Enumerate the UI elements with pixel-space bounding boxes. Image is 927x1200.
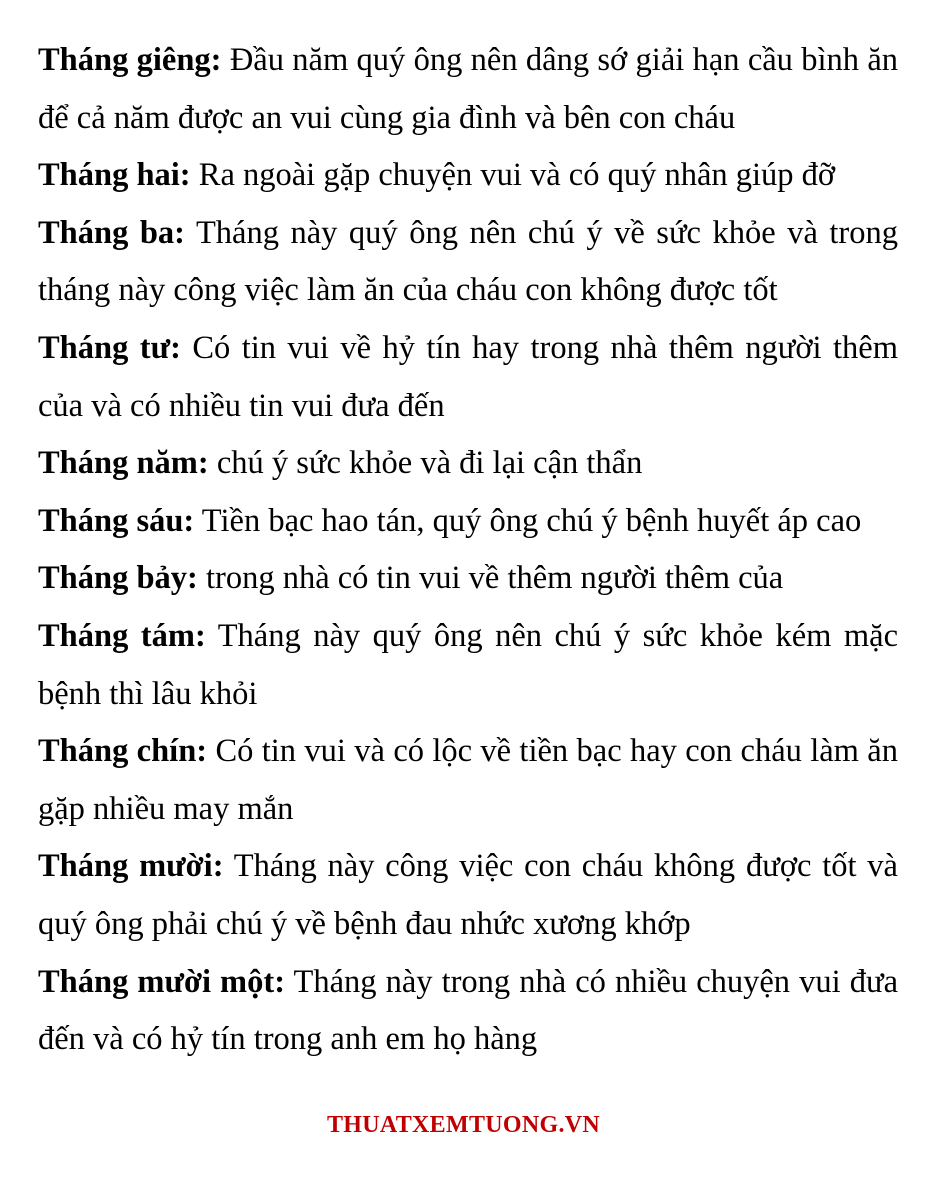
entry-label: Tháng năm: xyxy=(38,445,209,482)
entry-thang-gieng xyxy=(38,32,898,147)
entry-label: Tháng chín: xyxy=(38,733,208,770)
entry-text: Tiền bạc hao tán, quý ông chú ý bệnh huyết áp cao xyxy=(201,502,862,539)
entry-text: Ra ngoài gặp chuyện vui và có quý nhân giúp đỡ xyxy=(198,157,836,194)
entry-label: Tháng sáu: xyxy=(38,502,195,539)
entry-text: trong nhà có tin vui về thêm người thêm của xyxy=(205,560,784,597)
entry-thang-tu xyxy=(38,320,898,435)
entry-text: Tháng này quý ông nên chú ý sức khỏe kém mặc bệnh thì lâu khỏi xyxy=(38,617,899,712)
entry-label: Tháng mười: xyxy=(38,848,224,885)
entry-text: Có tin vui và có lộc về tiền bạc hay con cháu làm ăn gặp nhiều may mắn xyxy=(38,733,898,827)
entry-thang-bay xyxy=(38,550,898,608)
entry-label: Tháng hai: xyxy=(38,157,191,194)
entry-thang-muoi xyxy=(38,838,898,953)
entry-thang-hai xyxy=(38,147,898,205)
entry-thang-muoi-mot xyxy=(38,954,898,1069)
entry-thang-ba xyxy=(38,205,898,320)
entry-thang-nam xyxy=(38,435,898,493)
entry-label: Tháng bảy: xyxy=(38,560,198,597)
entry-text: Có tin vui về hỷ tín hay trong nhà thêm người thêm của và có nhiều tin vui đưa đến xyxy=(38,329,898,424)
entry-text: Tháng này trong nhà có nhiều chuyện vui đưa đến và có hỷ tín trong anh em họ hàng xyxy=(38,963,898,1058)
entry-text: Tháng này quý ông nên chú ý về sức khỏe và trong tháng này công việc làm ăn của cháu con không được tốt xyxy=(38,214,898,309)
document-body xyxy=(38,32,898,1069)
entry-label: Tháng tư: xyxy=(38,329,181,366)
entry-label: Tháng ba: xyxy=(38,214,185,251)
entry-text: Đầu năm quý ông nên dâng sớ giải hạn cầu bình ăn để cả năm được an vui cùng gia đình và bên con cháu xyxy=(38,42,898,136)
entry-thang-chin xyxy=(38,723,898,838)
entry-label: Tháng tám: xyxy=(38,617,206,654)
entry-label: Tháng giêng: xyxy=(38,42,222,78)
entry-text: chú ý sức khỏe và đi lại cận thẩn xyxy=(216,445,643,482)
entry-thang-sau xyxy=(38,493,898,551)
entry-text: Tháng này công việc con cháu không được tốt và quý ông phải chú ý về bệnh đau nhức xương khớp xyxy=(38,848,898,942)
entry-thang-tam xyxy=(38,608,898,723)
site-watermark: THUATXEMTUONG.VN xyxy=(326,1112,601,1138)
entry-label: Tháng mười một: xyxy=(38,963,286,1000)
